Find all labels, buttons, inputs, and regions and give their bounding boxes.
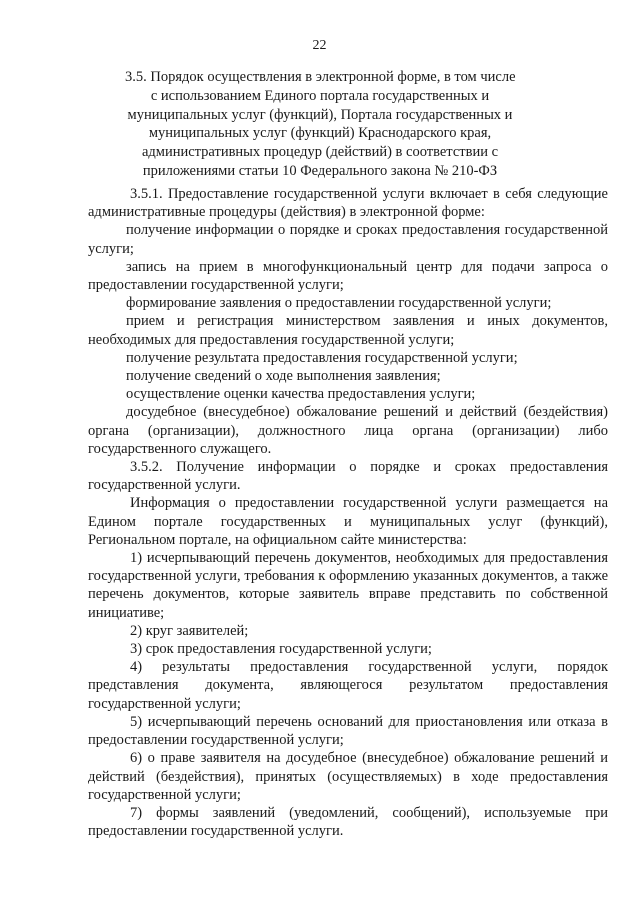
numbered-item: 3) срок предоставления государственной услуги;: [130, 641, 432, 658]
heading-line: 3.5. Порядок осуществления в электронной форме, в том числе: [125, 69, 516, 85]
list-item: запись на прием в многофункциональный центр для подачи запроса о предоставлении государственной услуги;: [88, 258, 608, 294]
numbered-item: 2) круг заявителей;: [130, 622, 249, 639]
section-heading: [125, 68, 515, 181]
heading-line: с использованием Единого портала государственных и: [150, 87, 490, 104]
paragraph-3-5-2: 3.5.2. Получение информации о порядке и сроках предоставления государственной услуги.: [88, 459, 608, 494]
page-number: 22: [312, 38, 327, 53]
list-item: осуществление оценки качества предоставления услуги;: [126, 386, 476, 403]
numbered-item: 4) результаты предоставления государственной услуги, порядок представления документа, являющегося результатом предоставления государственной услуги;: [88, 659, 608, 712]
numbered-item: 6) о праве заявителя на досудебное (внесудебное) обжалование решений и действий (бездействия), принятых (осуществляемых) в ходе предоставления государственной услуги;: [88, 750, 608, 803]
list-item: формирование заявления о предоставлении государственной услуги;: [126, 295, 552, 312]
paragraph: Информация о предоставлении государственной услуги размещается на Едином портале государственных и муниципальных услуг (функций), Региональном портале, на официальном сайте министерства:: [88, 495, 608, 548]
numbered-item: 7) формы заявлений (уведомлений, сообщений), используемые при предоставлении государственной услуги.: [88, 804, 608, 840]
list-item: получение результата предоставления государственной услуги;: [126, 349, 518, 366]
numbered-item: 5) исчерпывающий перечень оснований для приостановления или отказа в предоставлении государственной услуги;: [88, 713, 608, 749]
numbered-item: 1) исчерпывающий перечень документов, необходимых для предоставления государственной услуги, требования к оформлению указанных документов, а также перечень документов, которые заявитель вправе представить по собственной инициативе;: [88, 550, 608, 621]
heading-line: муниципальных услуг (функций) Краснодарского края,: [148, 125, 492, 142]
heading-line: муниципальных услуг (функций), Портала государственных и: [127, 106, 513, 123]
heading-line: административных процедур (действий) в соответствии с: [141, 144, 499, 161]
document-body: [88, 185, 608, 840]
list-item: досудебное (внесудебное) обжалование решений и действий (бездействия) органа (организации), должностного лица органа (организации) либо государственного служащего.: [88, 404, 608, 457]
list-item: прием и регистрация министерством заявления и иных документов, необходимых для предоставления государственной услуги;: [88, 313, 608, 348]
heading-line: приложениями статьи 10 Федерального закона № 210-ФЗ: [142, 162, 498, 179]
list-item: получение информации о порядке и сроках предоставления государственной услуги;: [88, 222, 608, 257]
list-item: получение сведений о ходе выполнения заявления;: [126, 368, 441, 385]
paragraph-3-5-1: 3.5.1. Предоставление государственной услуги включает в себя следующие административные процедуры (действия) в электронной форме:: [88, 186, 608, 221]
